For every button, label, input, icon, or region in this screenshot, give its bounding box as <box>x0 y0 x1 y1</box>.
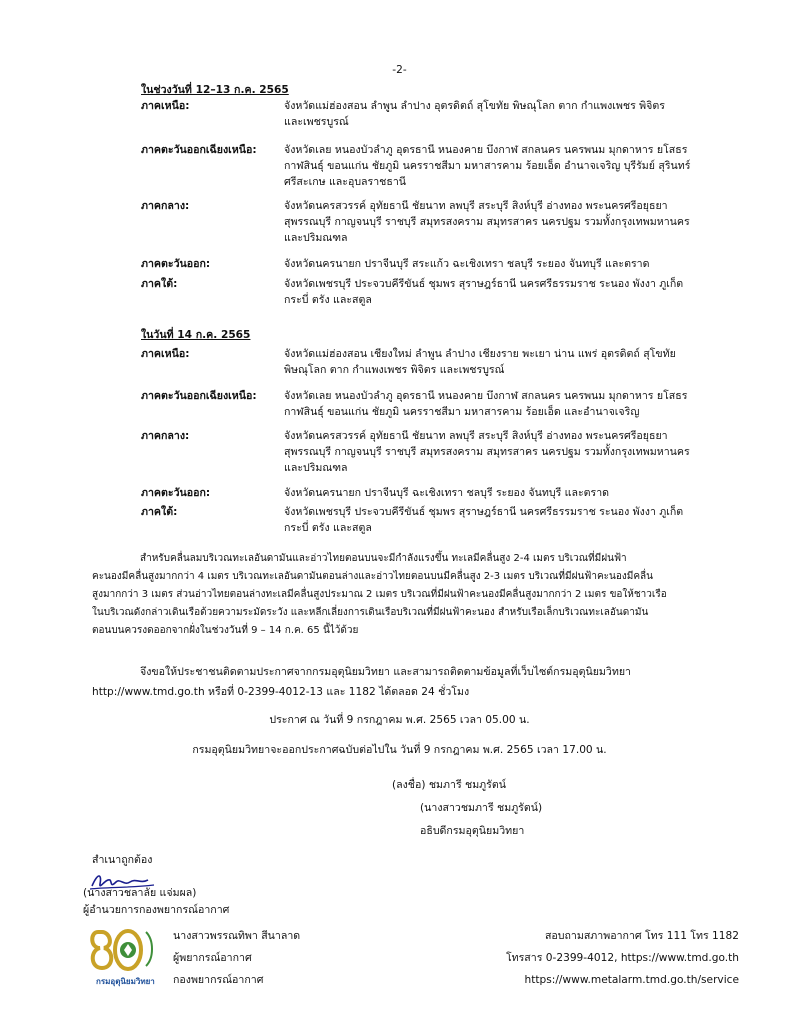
signatory-name: (นางสาวชมภารี ชมภูรัตน์) <box>420 802 543 814</box>
region-provinces: จังหวัดเลย หนองบัวลำภู อุดรธานี หนองคาย บึงกาฬ สกลนคร นครพนม มุกดาหาร ยโสธร กาฬสินธุ์ ขอนแก่น ชัยภูมิ นครราชสีมา มหาสารคาม ร้อยเอ็ด อำนาจเจริญ บุรีรัมย์ สุรินทร์ ศรีสะเกษ และอุบลราชธานี <box>284 144 691 188</box>
region-provinces: จังหวัดแม่ฮ่องสอน ลำพูน ลำปาง อุตรดิตถ์ สุโขทัย พิษณุโลก ตาก กำแพงเพชร พิจิตร และเพชรบูรณ์ <box>284 100 665 128</box>
section2-heading: ในวันที่ 14 ก.ค. 2565 <box>141 329 251 341</box>
region-provinces: จังหวัดเพชรบุรี ประจวบคีรีขันธ์ ชุมพร สุราษฎร์ธานี นครศรีธรรมราช ระนอง พังงา ภูเก็ต กระบี่ ตรัง และสตูล <box>284 506 684 534</box>
tmd-80th-logo <box>88 922 164 992</box>
region-provinces: จังหวัดนครนายก ปราจีนบุรี ฉะเชิงเทรา ชลบุรี ระยอง จันทบุรี และตราด <box>284 487 610 499</box>
forecaster-division: กองพยากรณ์อากาศ <box>173 974 264 986</box>
contact-phone: สอบถามสภาพอากาศ โทร 111 โทร 1182 <box>544 930 739 942</box>
signed-line: (ลงชื่อ) ชมภารี ชมภูรัตน์ <box>392 779 506 791</box>
next-announcement: กรมอุตุนิยมวิทยาจะออกประกาศฉบับต่อไปใน วันที่ 9 กรกฎาคม พ.ศ. 2565 เวลา 17.00 น. <box>192 744 607 756</box>
forecaster-name: นางสาวพรรณทิพา สีนาลาด <box>173 930 301 942</box>
certifier-position: ผู้อำนวยการกองพยากรณ์อากาศ <box>83 904 230 916</box>
region-label: ภาคตะวันออก: <box>141 487 211 499</box>
region-provinces: จังหวัดเพชรบุรี ประจวบคีรีขันธ์ ชุมพร สุราษฎร์ธานี นครศรีธรรมราช ระนอง พังงา ภูเก็ต กระบี่ ตรัง และสตูล <box>284 278 684 306</box>
digit-8 <box>92 932 111 968</box>
region-label: ภาคตะวันออกเฉียงเหนือ: <box>141 390 257 402</box>
region-provinces: จังหวัดแม่ฮ่องสอน เชียงใหม่ ลำพูน ลำปาง เชียงราย พะเยา น่าน แพร่ อุตรดิตถ์ สุโขทัย พิษณุโลก ตาก กำแพงเพชร พิจิตร และเพชรบูรณ์ <box>284 348 676 376</box>
logo-text: กรมอุตุนิยมวิทยา <box>96 977 155 986</box>
certifier-name: (นางสาวชลาลัย แจ่มผล) <box>83 887 197 899</box>
region-provinces: จังหวัดเลย หนองบัวลำภู อุดรธานี หนองคาย บึงกาฬ สกลนคร นครพนม มุกดาหาร ยโสธร กาฬสินธุ์ ขอนแก่น ชัยภูมิ นครราชสีมา มหาสารคาม ร้อยเอ็ด และอำนาจเจริญ <box>284 390 688 418</box>
region-label: ภาคกลาง: <box>141 430 190 442</box>
contact-service-url: https://www.metalarm.tmd.go.th/service <box>524 974 739 986</box>
region-label: ภาคเหนือ: <box>141 100 190 112</box>
contact-fax-web: โทรสาร 0-2399-4012, https://www.tmd.go.th <box>505 952 739 964</box>
section1-heading: ในช่วงวันที่ 12–13 ก.ค. 2565 <box>141 84 289 96</box>
region-provinces: จังหวัดนครสวรรค์ อุทัยธานี ชัยนาท ลพบุรี สระบุรี สิงห์บุรี อ่างทอง พระนครศรีอยุธยา สุพรรณบุรี กาญจนบุรี ราชบุรี สมุทรสงคราม สมุทรสาคร นครปฐม รวมทั้งกรุงเทพมหานคร และปริมณฑล <box>284 200 690 244</box>
forecaster-title: ผู้พยากรณ์อากาศ <box>173 952 252 964</box>
region-label: ภาคตะวันออกเฉียงเหนือ: <box>141 144 257 156</box>
region-label: ภาคใต้: <box>141 278 178 290</box>
certified-copy-label: สำเนาถูกต้อง <box>92 854 153 866</box>
region-provinces: จังหวัดนครนายก ปราจีนบุรี สระแก้ว ฉะเชิงเทรา ชลบุรี ระยอง จันทบุรี และตราด <box>284 258 650 270</box>
follow-paragraph: จึงขอให้ประชาชนติดตามประกาศจากกรมอุตุนิยมวิทยา และสามารถติดตามข้อมูลที่เว็บไซต์กรมอุตุนิยมวิทยา http://www.tmd.go.th หรือที่ 0-2399-4012-13 และ 1182 ได้ตลอด 24 ชั่วโมง <box>92 666 632 698</box>
region-provinces: จังหวัดนครสวรรค์ อุทัยธานี ชัยนาท ลพบุรี สระบุรี สิงห์บุรี อ่างทอง พระนครศรีอยุธยา สุพรรณบุรี กาญจนบุรี ราชบุรี สมุทรสงคราม สมุทรสาคร นครปฐม รวมทั้งกรุงเทพมหานคร และปริมณฑล <box>284 430 690 474</box>
page-number: -2- <box>392 64 407 76</box>
wave-paragraph: สำหรับคลื่นลมบริเวณทะเลอันดามันและอ่าวไทยตอนบนจะมีกำลังแรงขึ้น ทะเลมีคลื่นสูง 2-4 เมตร บริเวณที่มีฝนฟ้า คะนองมีคลื่นสูงมากกว่า 4 เมตร บริเวณทะเลอันดามันตอนล่างและอ่าวไทยตอนบนมีคลื่นสูง 2-3 เมตร บริเวณที่มีฝนฟ้าคะนองมีคลื่น สูงมากกว่า 3 เมตร ส่วนอ่าวไทยตอนล่างทะเลมีคลื่นสูงประมาณ 2 เมตร บริเวณที่มีฝนฟ้าคะนองมีคลื่นสูงมากกว่า 2 เมตร ขอให้ชาวเรือ ในบริเวณดังกล่าวเดินเรือด้วยความระมัดระวัง และหลีกเลี่ยงการเดินเรือบริเวณที่มีฝนฟ้าคะนอง สำหรับเรือเล็กบริเวณทะเลอันดามัน ตอนบนควรงดออกจากฝั่งในช่วงวันที่ 9 – 14 ก.ค. 65 นี้ไว้ด้วย <box>92 553 667 636</box>
region-label: ภาคกลาง: <box>141 200 190 212</box>
region-label: ภาคเหนือ: <box>141 348 190 360</box>
region-label: ภาคใต้: <box>141 506 178 518</box>
signatory-position: อธิบดีกรมอุตุนิยมวิทยา <box>420 825 525 837</box>
region-label: ภาคตะวันออก: <box>141 258 211 270</box>
announced-date: ประกาศ ณ วันที่ 9 กรกฎาคม พ.ศ. 2565 เวลา 05.00 น. <box>269 714 530 726</box>
